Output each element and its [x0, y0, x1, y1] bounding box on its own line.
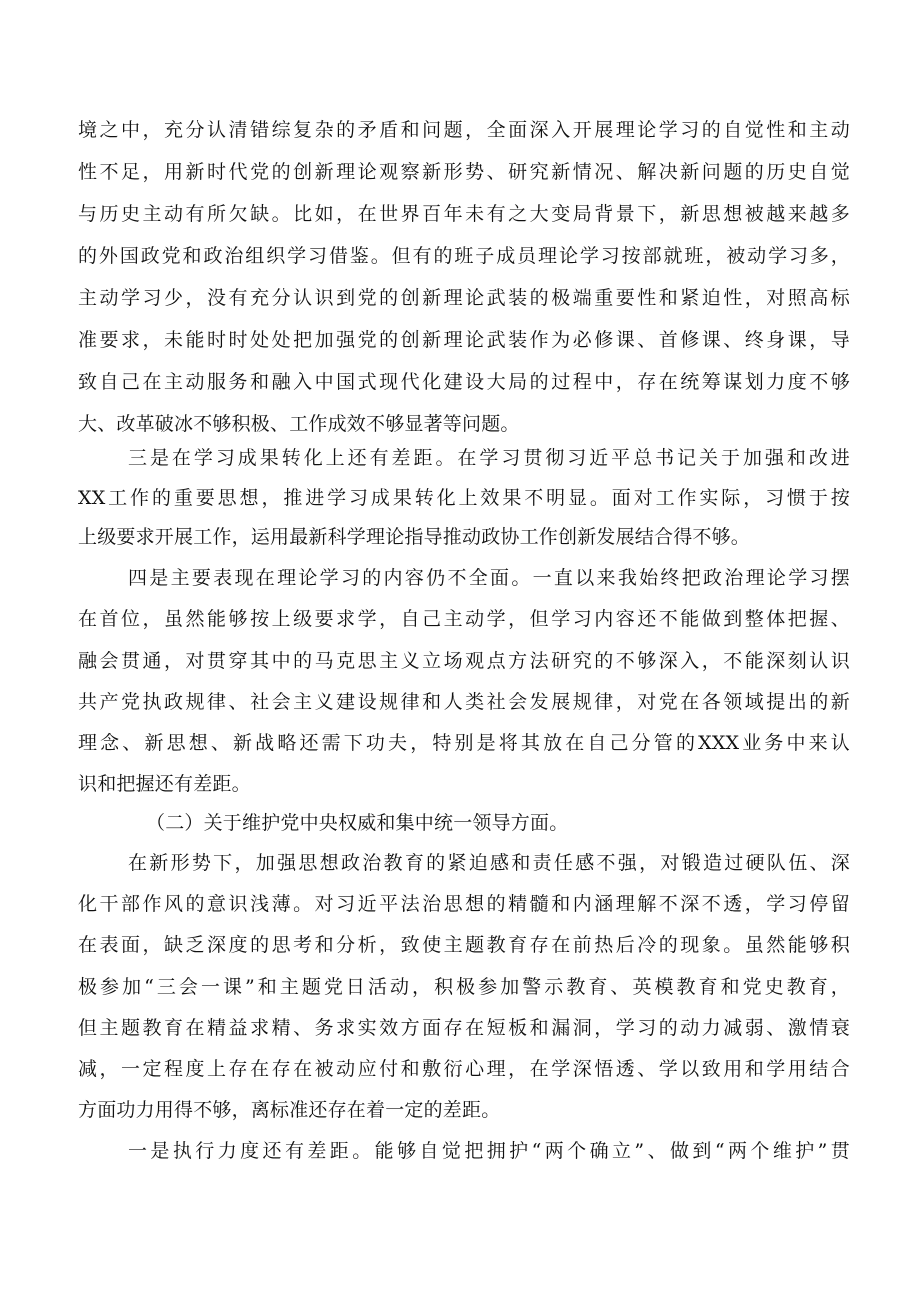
text-line: 准要求，未能时时处处把加强党的创新理论武装作为必修课、首修课、终身课，导 — [78, 329, 850, 351]
text-line: 理念、新思想、新战略还需下功夫，特别是将其放在自己分管的XXX业务中来认 — [78, 732, 850, 754]
text-line: 极参加“三会一课”和主题党日活动，积极参加警示教育、英模教育和党史教育， — [78, 976, 850, 998]
text-line: 融会贯通，对贯穿其中的马克思主义立场观点方法研究的不够深入，不能深刻认识 — [78, 650, 850, 672]
text-line: 致自己在主动服务和融入中国式现代化建设大局的过程中，存在统筹谋划力度不够 — [78, 371, 850, 393]
text-line: 性不足，用新时代党的创新理论观察新形势、研究新情况、解决新问题的历史自觉 — [78, 161, 850, 183]
text-line: 方面功力用得不够，离标准还存在着一定的差距。 — [78, 1099, 501, 1121]
paragraph-start-line: 在新形势下，加强思想政治教育的紧迫感和责任感不强，对锻造过硬队伍、深 — [128, 852, 850, 874]
paragraph-start-line: 一是执行力度还有差距。能够自觉把拥护“两个确立”、做到“两个维护”贯 — [128, 1140, 850, 1162]
text-line: 境之中，充分认清错综复杂的矛盾和问题，全面深入开展理论学习的自觉性和主动 — [78, 119, 850, 141]
text-line: 大、改革破冰不够积极、工作成效不够显著等问题。 — [78, 413, 520, 435]
text-line: 主动学习少，没有充分认识到党的创新理论武装的极端重要性和紧迫性，对照高标 — [78, 287, 850, 309]
text-line: 的外国政党和政治组织学习借鉴。但有的班子成员理论学习按部就班，被动学习多， — [78, 245, 850, 267]
text-line: 在表面，缺乏深度的思考和分析，致使主题教育存在前热后冷的现象。虽然能够积 — [78, 934, 850, 956]
text-line: 化干部作风的意识浅薄。对习近平法治思想的精髓和内涵理解不深不透，学习停留 — [78, 893, 850, 915]
text-line: 识和把握还有差距。 — [78, 773, 251, 795]
text-line: 减，一定程度上存在存在被动应付和敷衍心理，在学深悟透、学以致用和学用结合 — [78, 1058, 850, 1080]
text-line: 上级要求开展工作，运用最新科学理论指导推动政协工作创新发展结合得不够。 — [78, 526, 751, 548]
paragraph-start-line: 三是在学习成果转化上还有差距。在学习贯彻习近平总书记关于加强和改进 — [128, 447, 850, 469]
text-line: XX工作的重要思想，推进学习成果转化上效果不明显。面对工作实际，习惯于按 — [78, 487, 850, 509]
text-line: 共产党执政规律、社会主义建设规律和人类社会发展规律，对党在各领域提出的新 — [78, 691, 850, 713]
paragraph-start-line: 四是主要表现在理论学习的内容仍不全面。一直以来我始终把政治理论学习摆 — [128, 567, 850, 589]
text-line: 与历史主动有所欠缺。比如，在世界百年未有之大变局背景下，新思想被越来越多 — [78, 203, 850, 225]
text-line: 在首位，虽然能够按上级要求学，自己主动学，但学习内容还不能做到整体把握、 — [78, 608, 850, 630]
section-heading: （二）关于维护党中央权威和集中统一领导方面。 — [146, 812, 569, 834]
text-line: 但主题教育在精益求精、务求实效方面存在短板和漏洞，学习的动力减弱、激情衰 — [78, 1017, 850, 1039]
